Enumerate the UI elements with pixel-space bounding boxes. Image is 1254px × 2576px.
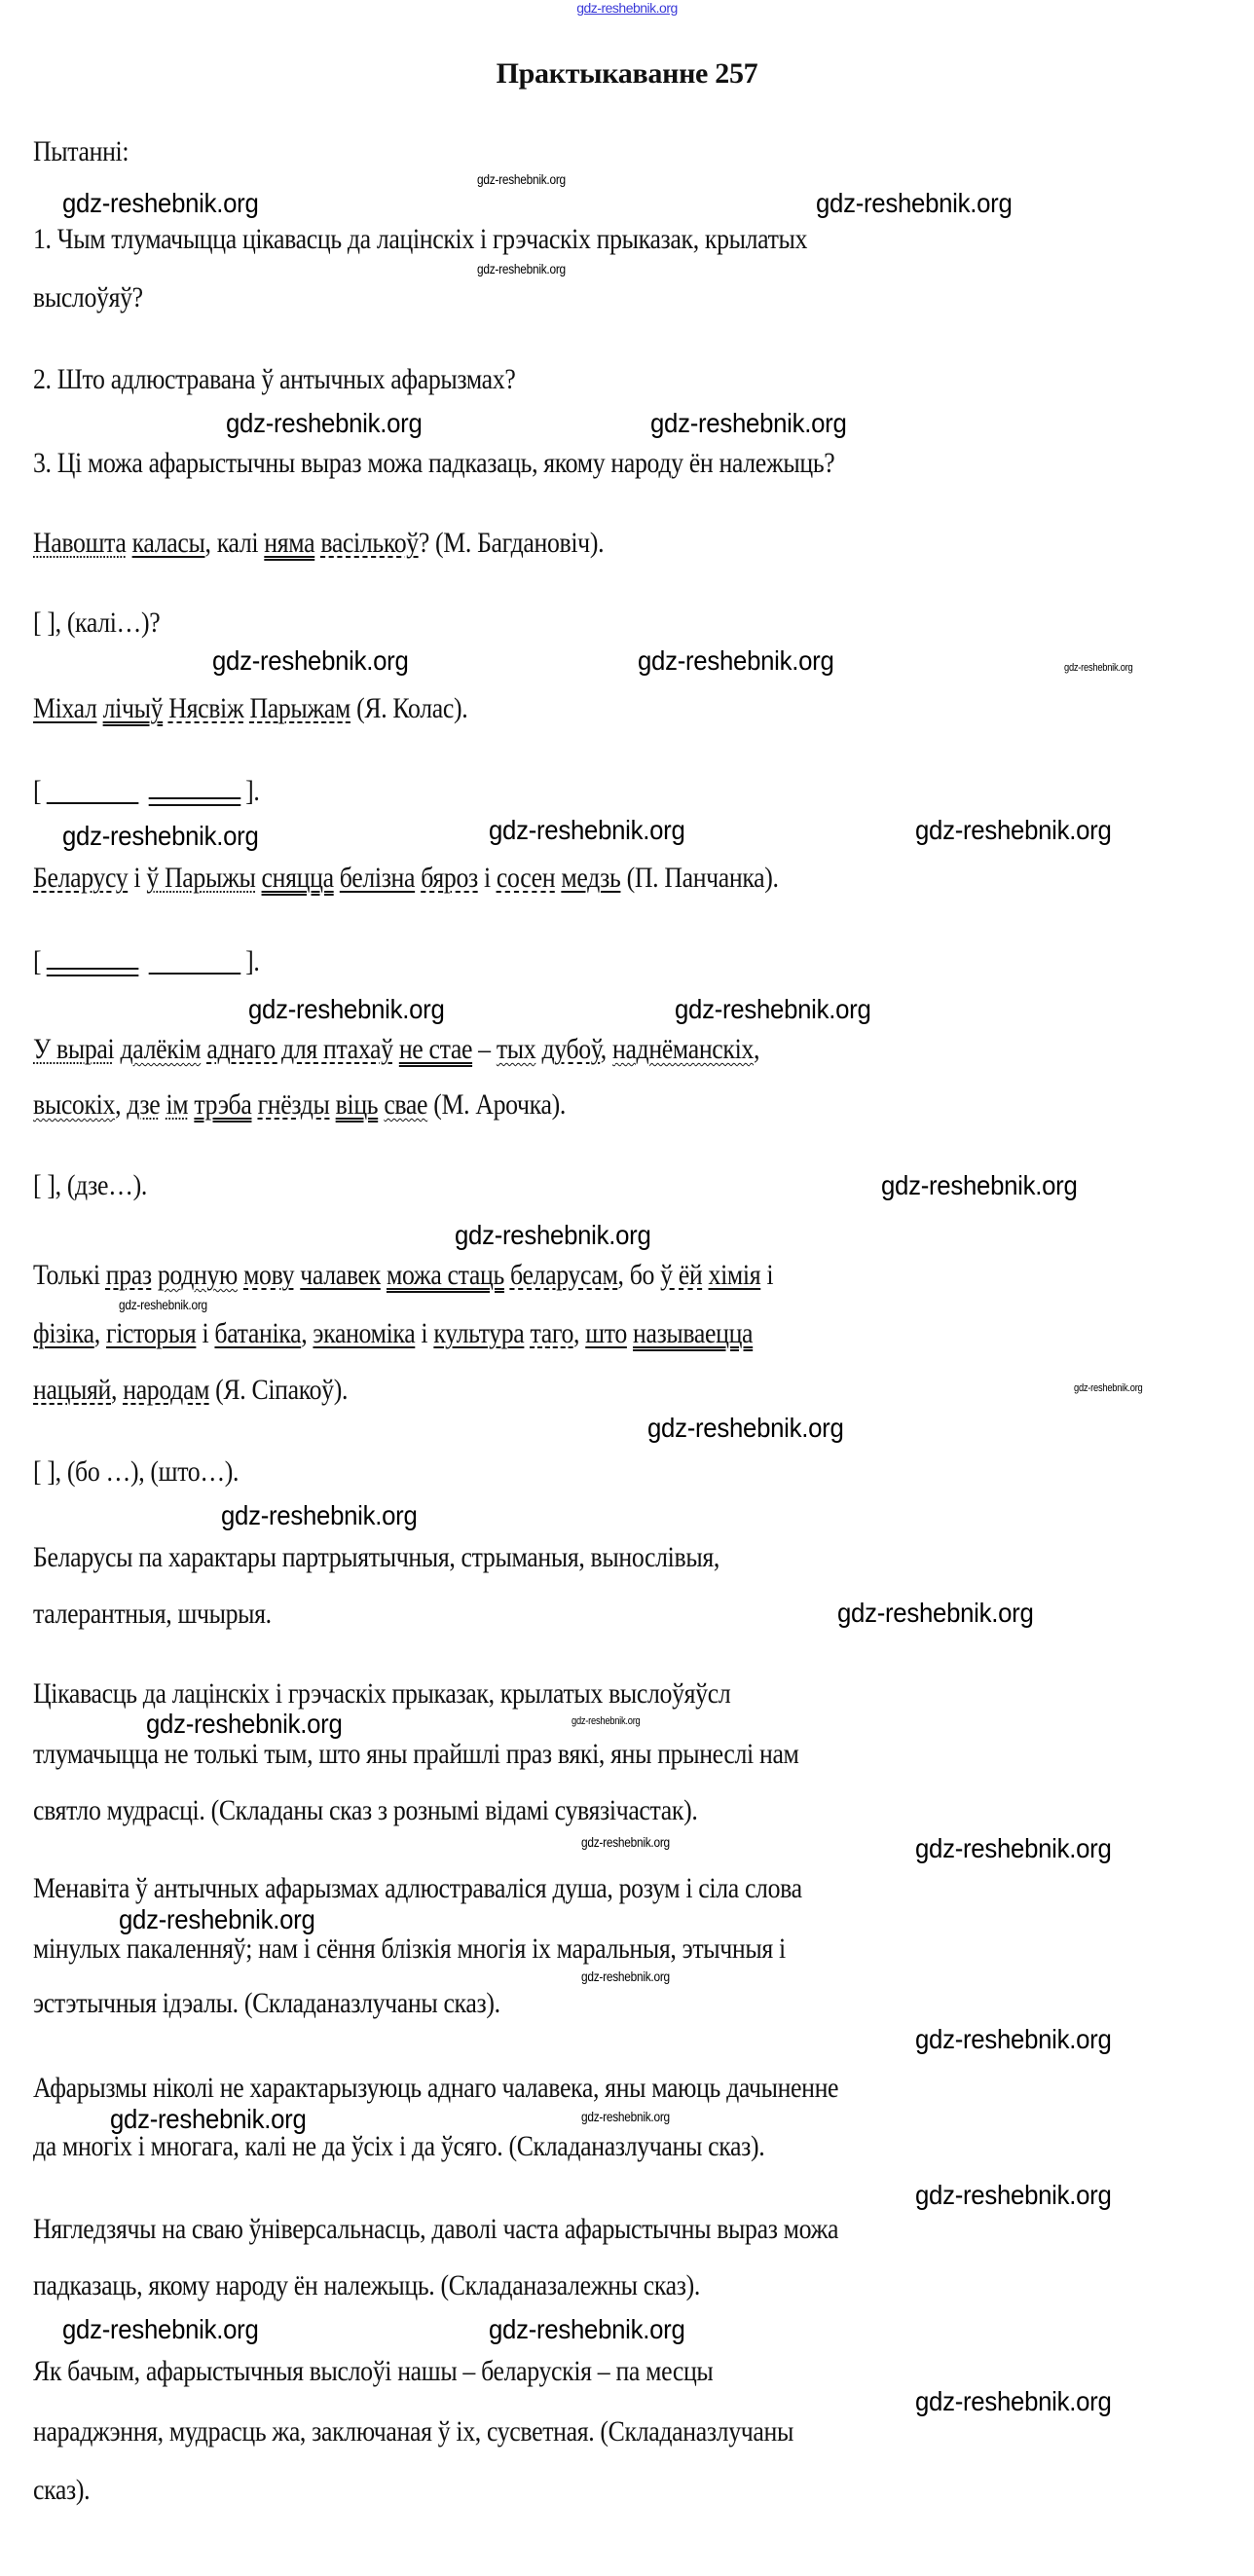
watermark: gdz-reshebnik.org: [119, 1297, 207, 1312]
sentence-member-dashed: бяроз: [421, 862, 478, 894]
subject-line-marker: [148, 965, 240, 975]
sentence-text: і: [477, 862, 497, 894]
sentence-member-solid: культура: [433, 1317, 525, 1349]
answer-5-line: нараджэння, мудрасць жа, заключаная ў іх, сусветная. (Складаназлучаны: [33, 2415, 793, 2447]
watermark: gdz-reshebnik.org: [915, 2180, 1112, 2210]
sentence-member-dashed: беларусам: [510, 1259, 618, 1291]
question-line: выслоўяў?: [33, 281, 143, 313]
watermark: gdz-reshebnik.org: [1064, 662, 1133, 674]
watermark: gdz-reshebnik.org: [881, 1170, 1078, 1200]
sentence-member-double: сняцца: [261, 862, 334, 894]
sentence-text: і: [128, 862, 147, 894]
sentence-member-dashed: народам: [123, 1374, 210, 1406]
sentence-text: (Я. Сіпакоў).: [209, 1374, 349, 1406]
answer-1-line: тлумачыцца не толькі тым, што яны прайшлі праз вякі, яны прынеслі нам: [33, 1738, 799, 1770]
watermark: gdz-reshebnik.org: [675, 994, 871, 1024]
sentence-text: ,: [111, 1374, 124, 1406]
answer-2-line: мінулых пакаленняў; нам і сёння блізкія многія іх маральныя, этычныя і: [33, 1932, 786, 1965]
watermark: gdz-reshebnik.org: [638, 645, 834, 676]
sentence-member-dashdot: ў Парыжы: [146, 862, 256, 894]
watermark: gdz-reshebnik.org: [915, 2024, 1112, 2054]
answer-1-line: Цікавасць да лацінскіх і грэчаскіх прыказак, крылатых выслоўяўсл: [33, 1677, 731, 1710]
sentence-3-scheme: [33, 944, 259, 979]
watermark: gdz-reshebnik.org: [455, 1220, 651, 1250]
sentence-member-dashed: Парыжам: [249, 692, 350, 724]
sentence-member-solid: гісторыя: [105, 1317, 197, 1349]
watermark: gdz-reshebnik.org: [119, 1904, 315, 1934]
sentence-member-dashed: васількоў: [320, 527, 419, 559]
sentence-member-solid: што: [585, 1317, 627, 1349]
sentence-member-wavy: далёкім: [120, 1033, 202, 1065]
sentence-text: , калі: [204, 527, 265, 559]
watermark: gdz-reshebnik.org: [1074, 1382, 1143, 1394]
sentence-member-double: трэба: [194, 1088, 252, 1121]
watermark: gdz-reshebnik.org: [647, 1413, 844, 1443]
sentence-member-dashed: таго: [530, 1317, 574, 1349]
predicate-line-marker: [148, 797, 240, 806]
sentence-member-wavy: свае: [384, 1088, 428, 1121]
answer-5-line: сказ).: [33, 2474, 91, 2506]
watermark: gdz-reshebnik.org: [915, 1833, 1112, 1863]
sentence-member-solid: эканоміка: [313, 1317, 416, 1349]
sentence-5-scheme: [ ], (бо …), (што…).: [33, 1455, 240, 1488]
sentence-4-line-2: [33, 1087, 566, 1122]
scheme-bracket: [: [33, 945, 42, 977]
sentence-2-line-1: [33, 691, 467, 726]
watermark: gdz-reshebnik.org: [837, 1598, 1034, 1628]
characteristics-line: талерантныя, шчырыя.: [33, 1598, 272, 1630]
predicate-line-marker: [46, 968, 138, 976]
sentence-member-dashdot: Навошта: [33, 527, 127, 559]
sentence-member-wavy: родную: [157, 1259, 238, 1291]
sentence-text: –: [472, 1033, 497, 1065]
watermark: gdz-reshebnik.org: [62, 821, 259, 851]
sentence-member-solid: фізіка: [33, 1317, 94, 1349]
sentence-2-scheme: [33, 774, 259, 809]
sentence-member-dashdot: У вырai: [33, 1033, 115, 1065]
answer-4-line: падказаць, якому народу ён належыць. (Складаназалежны сказ).: [33, 2269, 700, 2301]
subject-line-marker: [46, 794, 138, 804]
sentence-member-dashed: Нясвіж: [168, 692, 244, 724]
question-line: 2. Што адлюстравана ў антычных афарызмах?: [33, 363, 516, 395]
sentence-text: (П. Панчанка).: [620, 862, 779, 894]
scheme-bracket: ].: [245, 945, 260, 977]
scheme-bracket: ].: [245, 775, 260, 807]
sentence-member-dashed: аднаго для птахаў: [206, 1033, 393, 1065]
watermark: gdz-reshebnik.org: [650, 408, 847, 438]
sentence-member-dashed: гнёзды: [257, 1088, 330, 1121]
sentence-member-double: няма: [264, 527, 315, 559]
watermark: gdz-reshebnik.org: [915, 815, 1112, 845]
answer-3-line: да многіх і многага, калі не да ўсіх і да ўсяго. (Складаназлучаны сказ).: [33, 2130, 765, 2162]
watermark: gdz-reshebnik.org: [110, 2104, 307, 2134]
sentence-3-line-1: [33, 861, 779, 896]
sentence-1-scheme: [ ], (калі…)?: [33, 607, 161, 639]
sentence-member-double: называецца: [633, 1317, 754, 1349]
sentence-member-double: лічыў: [102, 692, 164, 724]
sentence-member-wavy: наднёманскіх: [611, 1033, 754, 1065]
sentence-member-solid: каласы: [131, 527, 205, 559]
sentence-text: (М. Арочка).: [427, 1088, 566, 1121]
watermark: gdz-reshebnik.org: [816, 188, 1013, 218]
sentence-member-dashed: Беларусу: [33, 862, 129, 894]
sentence-member-double: віць: [335, 1088, 379, 1121]
page-title: Практыкаванне 257: [496, 57, 758, 90]
sentence-text: ,: [93, 1317, 106, 1349]
sentence-member-solid: медзь: [561, 862, 621, 894]
watermark: gdz-reshebnik.org: [226, 408, 423, 438]
sentence-5-line-2: [33, 1316, 753, 1351]
sentence-text: і: [415, 1317, 434, 1349]
sentence-text: ,: [753, 1033, 760, 1065]
sentence-member-dashed: нацыяй: [33, 1374, 112, 1406]
sentence-member-solid: хімія: [708, 1259, 761, 1291]
watermark: gdz-reshebnik.org: [212, 645, 409, 676]
questions-heading: Пытанні:: [33, 135, 129, 167]
sentence-text: і: [760, 1259, 774, 1291]
sentence-member-solid: белізна: [339, 862, 416, 894]
sentence-4-line-1: [33, 1032, 759, 1067]
watermark: gdz-reshebnik.org: [915, 2386, 1112, 2416]
sentence-member-dashed: праз: [105, 1259, 152, 1291]
sentence-text: ,: [301, 1317, 314, 1349]
watermark: gdz-reshebnik.org: [581, 1969, 670, 1984]
watermark: gdz-reshebnik.org: [489, 2314, 685, 2344]
sentence-4-scheme: [ ], (дзе…).: [33, 1169, 147, 1201]
sentence-member-wavy: тых: [496, 1033, 536, 1065]
sentence-1-line-1: [33, 526, 604, 561]
sentence-text: і: [196, 1317, 215, 1349]
sentence-member-dashed: дубоў: [541, 1033, 601, 1065]
watermark: gdz-reshebnik.org: [581, 1834, 670, 1850]
answer-1-line: святло мудрасці. (Складаны сказ з рознымі відамі сувязічастак).: [33, 1794, 698, 1826]
question-line: 3. Ці можа афарыстычны выраз можа падказаць, якому народу ён належыць?: [33, 447, 835, 479]
sentence-member-wavy: высокіх: [33, 1088, 116, 1121]
sentence-member-dashed: мову: [243, 1259, 295, 1291]
question-line: 1. Чым тлумачыцца цікавасць да лацінскіх і грэчаскіх прыказак, крылатых: [33, 223, 808, 255]
sentence-member-solid: чалавек: [300, 1259, 381, 1291]
sentence-member-dashed: сосен: [496, 862, 556, 894]
watermark: gdz-reshebnik.org: [572, 1715, 641, 1727]
sentence-member-dashed: ў ёй: [660, 1259, 703, 1291]
sentence-member-dashdot: дзе: [127, 1088, 161, 1121]
sentence-member-double: не стае: [398, 1033, 473, 1065]
answer-5-line: Як бачым, афарыстычныя выслоўі нашы – беларускія – па месцы: [33, 2355, 714, 2387]
sentence-member-solid: батаніка: [214, 1317, 302, 1349]
answer-3-line: Афарызмы ніколі не характарызуюць аднаго чалавека, яны маюць дачыненне: [33, 2072, 839, 2104]
scheme-bracket: [: [33, 775, 42, 807]
site-watermark-link[interactable]: gdz-reshebnik.org: [576, 0, 678, 16]
answer-2-line: эстэтычныя ідэалы. (Складаназлучаны сказ).: [33, 1987, 500, 2019]
watermark: gdz-reshebnik.org: [489, 815, 685, 845]
watermark: gdz-reshebnik.org: [62, 2314, 259, 2344]
sentence-text: ,: [600, 1033, 612, 1065]
sentence-text: ,: [573, 1317, 586, 1349]
watermark: gdz-reshebnik.org: [221, 1500, 418, 1530]
sentence-member-solid: Міхал: [33, 692, 97, 724]
sentence-text: , бо: [617, 1259, 661, 1291]
watermark: gdz-reshebnik.org: [146, 1709, 343, 1739]
answer-2-line: Менавіта ў антычных афарызмах адлюстраваліся душа, розум і сіла слова: [33, 1872, 802, 1904]
characteristics-line: Беларусы па характары партрыятычныя, стрыманыя, вынослівыя,: [33, 1541, 719, 1573]
sentence-text: Толькі: [33, 1259, 106, 1291]
sentence-text: ? (М. Багдановіч).: [418, 527, 605, 559]
watermark: gdz-reshebnik.org: [581, 2109, 670, 2124]
sentence-member-double: можа стаць: [386, 1259, 504, 1291]
sentence-5-line-1: [33, 1258, 773, 1293]
watermark: gdz-reshebnik.org: [62, 188, 259, 218]
sentence-text: ,: [115, 1088, 128, 1121]
sentence-5-line-3: [33, 1373, 348, 1408]
sentence-text: (Я. Колас).: [350, 692, 468, 724]
watermark: gdz-reshebnik.org: [477, 261, 566, 276]
sentence-member-dashdot: ім: [166, 1088, 189, 1121]
watermark: gdz-reshebnik.org: [477, 171, 566, 187]
answer-4-line: Нягледзячы на сваю ўніверсальнасць, даволі часта афарыстычны выраз можа: [33, 2213, 839, 2245]
watermark: gdz-reshebnik.org: [248, 994, 445, 1024]
